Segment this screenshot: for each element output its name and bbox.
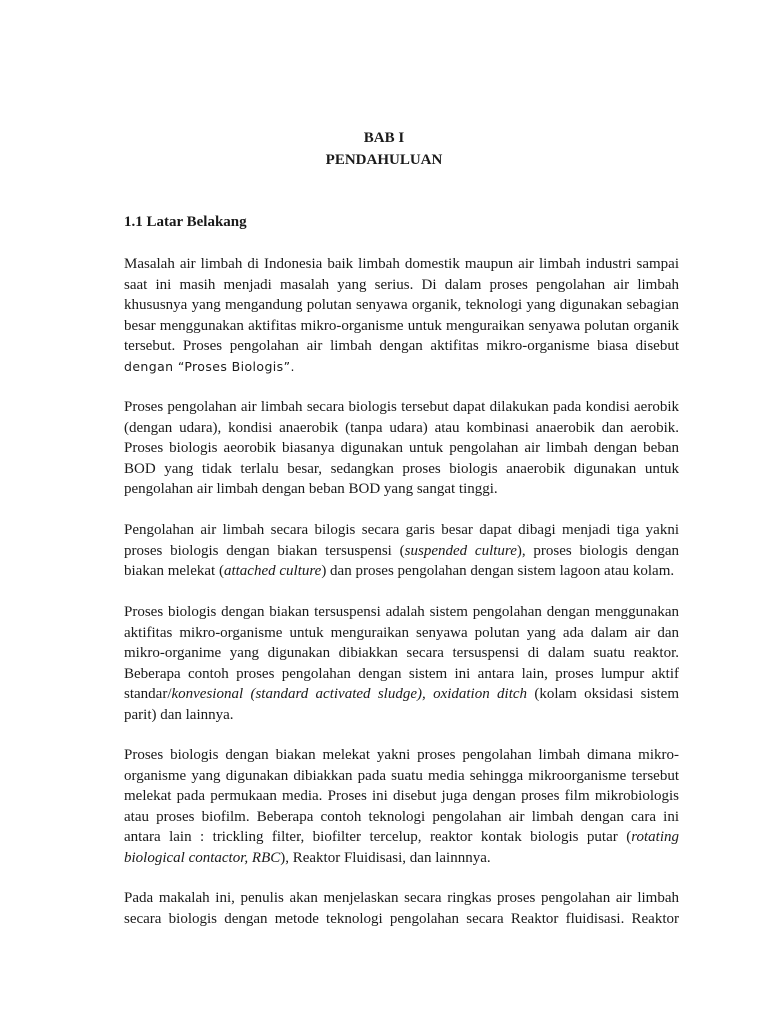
- text-segment: secara biologis dengan metode teknologi pengolahan secara Reaktor fluidisasi. Reaktor: [124, 910, 679, 927]
- text-line: [124, 561, 679, 582]
- text-line: [124, 643, 679, 664]
- paragraph-3: [124, 520, 679, 582]
- text-segment: Proses biologis dengan biakan melekat yakni proses pengolahan limbah dimana mikro-: [124, 747, 679, 763]
- text-segment: aktifitas mikro-organisme untuk menguraikan senyawa polutan yang ada dalam air dan: [124, 624, 679, 641]
- text-segment: saat ini masih menjadi masalah yang serius. Di dalam proses pengolahan air limbah: [124, 276, 679, 293]
- text-segment: tersebut. Proses pengolahan air limbah dengan aktifitas mikro-organisme biasa disebut: [124, 338, 679, 355]
- text-line: [124, 479, 679, 500]
- text-segment: khususnya yang mengandung polutan senyawa organik, teknologi yang digunakan sebagian: [124, 297, 679, 314]
- text-line: [124, 705, 679, 726]
- text-segment: mikro-organime yang digunakan dibiakkan secara tersuspensi di dalam suatu reaktor.: [124, 645, 679, 662]
- text-line: [124, 357, 679, 378]
- text-segment: Proses biologis aeorobik biasanya digunakan untuk pengolahan air limbah dengan beban: [124, 440, 679, 457]
- text-segment: standar/: [124, 686, 172, 703]
- text-segment: ) dan proses pengolahan dengan sistem lagoon atau kolam.: [321, 563, 675, 580]
- text-segment: organisme yang digunakan dibiakkan pada suatu media sehingga mikroorganisme tersebut: [124, 767, 679, 784]
- text-line: [124, 397, 679, 418]
- text-segment: melekat pada permukaan media. Proses ini disebut juga dengan proses film mikrobiologis: [124, 788, 679, 805]
- text-segment: antara lain : trickling filter, biofilter tercelup, reaktor kontak biologis putar (: [124, 829, 632, 846]
- text-line: [124, 766, 679, 787]
- text-line: [124, 807, 679, 828]
- text-segment: atau proses biofilm. Beberapa contoh teknologi pengolahan air limbah dengan cara ini: [124, 808, 679, 825]
- text-line: [124, 316, 679, 337]
- section-title: 1.1 Latar Belakang: [124, 214, 247, 230]
- italic-term: konvesional (standard activated sludge), oxidation ditch: [171, 686, 528, 703]
- text-line: [124, 786, 679, 807]
- italic-term: biological contactor, RBC: [124, 849, 281, 866]
- text-segment: Pengolahan air limbah secara bilogis secara garis besar dapat dibagi menjadi tiga yakni: [124, 522, 679, 538]
- text-line: [124, 684, 679, 705]
- text-line: [124, 602, 679, 623]
- text-line: [124, 254, 679, 275]
- text-line: [124, 275, 679, 296]
- chapter-title: PENDAHULUAN: [325, 152, 443, 168]
- paragraph-4: [124, 602, 679, 726]
- text-segment: ), Reaktor Fluidisasi, dan lainnnya.: [280, 849, 491, 866]
- paragraph-2: [124, 397, 679, 500]
- text-segment: Pada makalah ini, penulis akan menjelaskan secara ringkas proses pengolahan air limbah: [124, 890, 679, 906]
- text-line: [124, 438, 679, 459]
- text-line: [124, 520, 679, 541]
- italic-term: suspended culture: [404, 542, 517, 559]
- text-segment: Proses biologis dengan biakan tersuspensi adalah sistem pengolahan dengan menggunakan: [124, 604, 679, 620]
- text-segment: proses biologis dengan biakan tersuspensi (: [124, 542, 405, 559]
- text-segment: ), proses biologis dengan: [516, 542, 680, 559]
- text-segment: besar menggunakan aktifitas mikro-organisme untuk menguraikan senyawa polutan organik: [124, 317, 679, 334]
- text-line: [124, 745, 679, 766]
- text-line: [124, 827, 679, 848]
- text-line: [124, 623, 679, 644]
- text-segment: BOD yang tidak terlalu besar, sedangkan proses biologis anaerobik digunakan untuk: [124, 460, 679, 477]
- paragraph-6: [124, 888, 679, 929]
- text-segment: Proses pengolahan air limbah secara biologis tersebut dapat dilakukan pada kondisi aerobik: [124, 399, 679, 415]
- text-segment: (dengan udara), kondisi anaerobik (tanpa udara) atau kombinasi anaerobik dan aerobik.: [124, 419, 679, 436]
- text-line: [124, 909, 679, 930]
- text-segment: Beberapa contoh proses pengolahan dengan sistem ini antara lain, proses lumpur aktif: [124, 665, 679, 682]
- text-segment: parit) dan lainnya.: [124, 706, 234, 723]
- italic-term: rotating: [631, 829, 679, 846]
- text-line: [124, 459, 679, 480]
- text-line: [124, 888, 679, 909]
- text-segment: biakan melekat (: [124, 563, 224, 580]
- italic-term: attached culture: [223, 563, 322, 580]
- text-segment: (kolam oksidasi sistem: [527, 686, 679, 703]
- text-line: [124, 848, 679, 869]
- paragraph-5: [124, 745, 679, 869]
- text-line: [124, 418, 679, 439]
- text-segment: pengolahan air limbah dengan beban BOD yang sangat tinggi.: [124, 481, 498, 498]
- text-line: [124, 664, 679, 685]
- text-line: [124, 541, 679, 562]
- text-segment: dengan “Proses Biologis”.: [124, 358, 295, 374]
- chapter-number: BAB I: [363, 130, 405, 146]
- text-line: [124, 295, 679, 316]
- text-line: [124, 336, 679, 357]
- paragraph-1: [124, 254, 679, 378]
- text-segment: Masalah air limbah di Indonesia baik limbah domestik maupun air limbah industri sampai: [124, 256, 679, 272]
